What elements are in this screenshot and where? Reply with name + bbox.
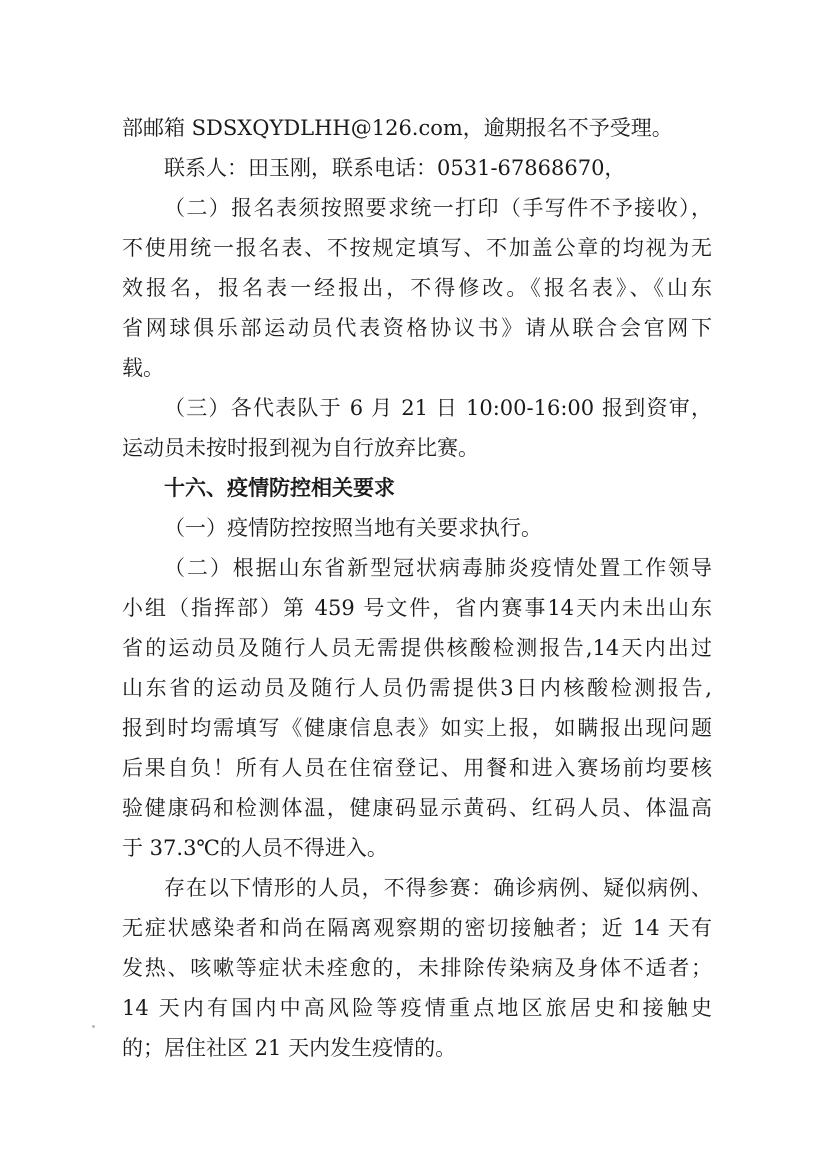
text-line: 联系人：田玉刚，联系电话：0531-67868670，	[164, 156, 626, 180]
scan-speck	[92, 1025, 95, 1028]
text-line: 省网球俱乐部运动员代表资格协议书》请从联合会官网下	[122, 316, 712, 340]
text-line: 后果自负！所有人员在住宿登记、用餐和进入赛场前均要核	[122, 756, 712, 780]
text-line: （三）各代表队于 6 月 21 日 10:00-16:00 报到资审，	[164, 396, 712, 420]
text-line: 效报名，报名表一经报出，不得修改。《报名表》、《山东	[122, 276, 712, 300]
text-line: 发热、咳嗽等症状未痊愈的，未排除传染病及身体不适者；	[122, 956, 712, 980]
text-line: 小组（指挥部）第 459 号文件，省内赛事14天内未出山东	[122, 596, 712, 620]
text-line: 载。	[122, 356, 164, 380]
text-line: 存在以下情形的人员，不得参赛：确诊病例、疑似病例、	[164, 876, 712, 900]
text-line: 运动员未按时报到视为自行放弃比赛。	[122, 436, 479, 460]
text-line: （二）报名表须按照要求统一打印（手写件不予接收），	[164, 196, 712, 220]
text-line: 省的运动员及随行人员无需提供核酸检测报告,14天内出过	[122, 636, 712, 660]
text-line: 山东省的运动员及随行人员仍需提供3日内核酸检测报告,	[122, 676, 712, 700]
text-line: 不使用统一报名表、不按规定填写、不加盖公章的均视为无	[122, 236, 712, 260]
text-line: （一）疫情防控按照当地有关要求执行。	[164, 516, 542, 540]
text-line: 验健康码和检测体温，健康码显示黄码、红码人员、体温高	[122, 796, 712, 820]
text-line: 于 37.3℃的人员不得进入。	[122, 836, 388, 860]
text-line: 14 天内有国内中高风险等疫情重点地区旅居史和接触史	[122, 996, 712, 1020]
text-line: 的；居住社区 21 天内发生疫情的。	[122, 1036, 457, 1060]
section-heading: 十六、疫情防控相关要求	[164, 476, 395, 500]
text-line: 报到时均需填写《健康信息表》如实上报，如瞒报出现问题	[122, 716, 712, 740]
text-line: 部邮箱 SDSXQYDLHH@126.com，逾期报名不予受理。	[122, 116, 673, 140]
text-line: 无症状感染者和尚在隔离观察期的密切接触者；近 14 天有	[122, 916, 712, 940]
text-line: （二）根据山东省新型冠状病毒肺炎疫情处置工作领导	[164, 556, 712, 580]
